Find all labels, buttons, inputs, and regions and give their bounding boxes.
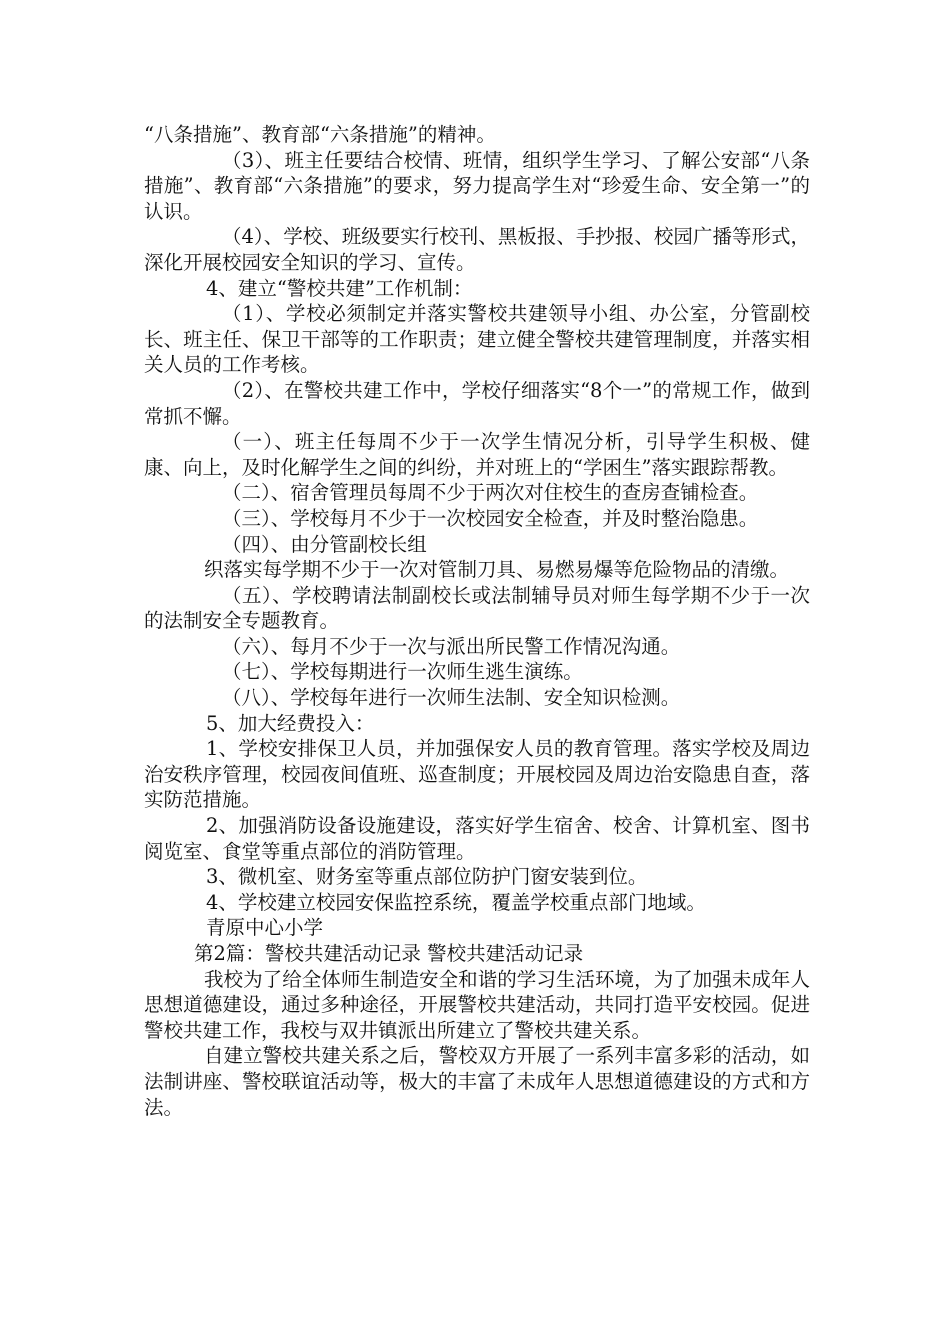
- paragraph: （六）、每月不少于一次与派出所民警工作情况沟通。: [222, 634, 681, 658]
- paragraph: 1、学校安排保卫人员，并加强保安人员的教育管理。落实学校及周边治安秩序管理，校园夜间值班、巡查制度；开展校园及周边治安隐患自查，落实防范措施。: [144, 737, 810, 812]
- paragraph: （二）、宿舍管理员每周不少于两次对住校生的查房查铺检查。: [222, 481, 759, 505]
- paragraph: （五）、学校聘请法制副校长或法制辅导员对师生每学期不少于一次的法制安全专题教育。: [144, 583, 810, 633]
- paragraph: 织落实每学期不少于一次对管制刀具、易燃易爆等危险物品的清缴。: [204, 558, 790, 582]
- paragraph: 我校为了给全体师生制造安全和谐的学习生活环境，为了加强未成年人思想道德建设，通过多种途径，开展警校共建活动，共同打造平安校园。促进警校共建工作，我校与双井镇派出所建立了警校共建关系。: [144, 967, 810, 1042]
- paragraph: （三）、学校每月不少于一次校园安全检查，并及时整治隐患。: [222, 506, 759, 530]
- document-body: [144, 122, 810, 1120]
- paragraph: （4）、学校、班级要实行校刊、黑板报、手抄报、校园广播等形式，深化开展校园安全知识的学习、宣传。: [144, 225, 810, 274]
- paragraph: 3、微机室、财务室等重点部位防护门窗安装到位。: [206, 865, 648, 889]
- section-heading: 4、建立“警校共建”工作机制：: [206, 276, 473, 300]
- section-heading: 5、加大经费投入：: [206, 711, 375, 735]
- paragraph: （七）、学校每期进行一次师生逃生演练。: [222, 660, 583, 684]
- article-title: 第2篇：警校共建活动记录 警校共建活动记录: [194, 942, 584, 965]
- paragraph: （四）、由分管副校长组: [222, 532, 427, 556]
- paragraph: （1）、学校必须制定并落实警校共建领导小组、办公室，分管副校长、班主任、保卫干部等的工作职责；建立健全警校共建管理制度，并落实相关人员的工作考核。: [144, 302, 810, 377]
- paragraph: （一）、班主任每周不少于一次学生情况分析，引导学生积极、健康、向上，及时化解学生之间的纠纷，并对班上的“学困生”落实跟踪帮教。: [144, 430, 810, 479]
- paragraph: （八）、学校每年进行一次师生法制、安全知识检测。: [222, 686, 681, 710]
- paragraph: 2、加强消防设备设施建设，落实好学生宿舍、校舍、计算机室、图书阅览室、食堂等重点部位的消防管理。: [144, 814, 810, 863]
- signature-school-name: 青原中心小学: [206, 916, 324, 940]
- paragraph: （2）、在警校共建工作中，学校仔细落实“8个一”的常规工作，做到常抓不懈。: [144, 378, 810, 428]
- paragraph: 自建立警校共建关系之后，警校双方开展了一系列丰富多彩的活动，如法制讲座、警校联谊活动等，极大的丰富了未成年人思想道德建设的方式和方法。: [144, 1044, 810, 1119]
- paragraph: （3）、班主任要结合校情、班情，组织学生学习、了解公安部“八条措施”、教育部“六条措施”的要求，努力提高学生对“珍爱生命、安全第一”的认识。: [144, 148, 810, 223]
- paragraph: “八条措施”、教育部“六条措施”的精神。: [144, 123, 496, 146]
- paragraph: 4、学校建立校园安保监控系统，覆盖学校重点部门地域。: [206, 890, 706, 914]
